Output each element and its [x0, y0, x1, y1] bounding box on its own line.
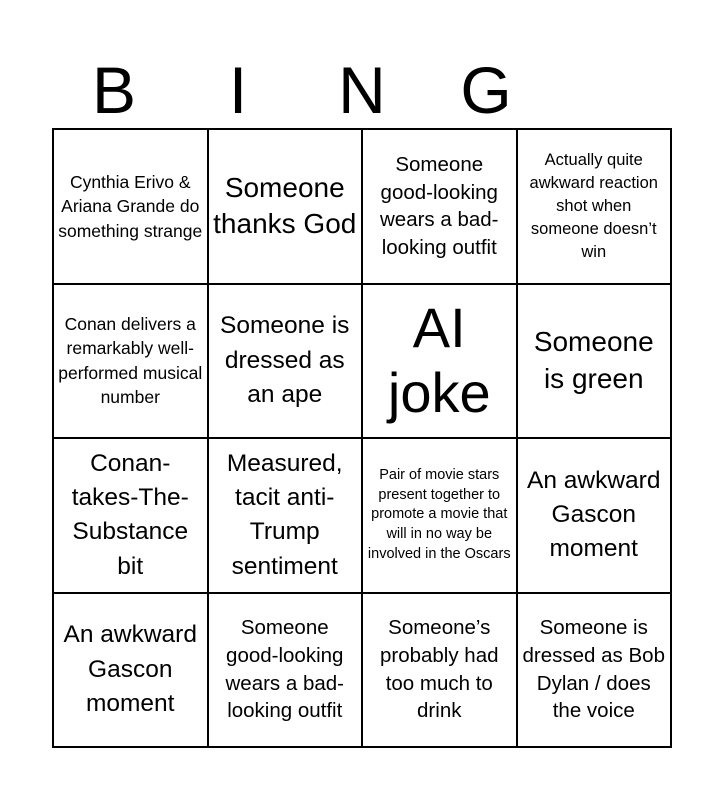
header-letter-i: I: [228, 53, 248, 127]
header-letter-b: B: [91, 53, 137, 127]
bingo-cell-r4c4[interactable]: [517, 593, 672, 748]
bingo-cell-r3c4[interactable]: [517, 438, 672, 593]
bingo-cell-r4c1[interactable]: [53, 593, 208, 748]
bingo-cell-r1c1[interactable]: [53, 129, 208, 284]
bingo-cell-text: Conan delivers a remarkably well-performed musical number: [58, 313, 203, 408]
header-letter-n: N: [338, 53, 386, 127]
bingo-cell-r2c2[interactable]: [208, 284, 363, 439]
bingo-cell-r1c4[interactable]: [517, 129, 672, 284]
bingo-cell-text: An awkward Gascon moment: [63, 621, 197, 717]
bingo-cell-text: An awkward Gascon moment: [527, 466, 661, 563]
bingo-cell-r2c1[interactable]: [53, 284, 208, 439]
bingo-cell-r1c2[interactable]: [208, 129, 363, 284]
bingo-cell-text: Someone thanks God: [213, 171, 357, 240]
bingo-cell-text: Measured, tacit anti-Trump sentiment: [226, 449, 343, 580]
bingo-cell-text: Someone is dressed as an ape: [220, 312, 350, 408]
bingo-cell-r2c4[interactable]: [517, 284, 672, 439]
bingo-cell-text: Cynthia Erivo & Ariana Grande do something strange: [58, 171, 203, 241]
bingo-cell-text: Someone good-looking wears a bad-looking outfit: [379, 152, 499, 259]
bingo-cell-r2c3[interactable]: [362, 284, 517, 439]
header-letter-g: G: [460, 53, 512, 127]
bingo-cell-text: Someone good-looking wears a bad-looking outfit: [225, 616, 344, 723]
bingo-cell-r3c3[interactable]: [362, 438, 517, 593]
bingo-grid: [52, 128, 672, 748]
bingo-cell-text: Actually quite awkward reaction shot when someone doesn’t win: [529, 150, 658, 261]
bingo-cell-text: Conan-takes-The-Substance bit: [71, 449, 189, 580]
bingo-cell-text: Pair of movie stars present together to promote a movie that will in no way be involved in the Oscars: [367, 467, 511, 562]
bingo-cell-r4c3[interactable]: [362, 593, 517, 748]
bingo-cell-text: Someone is green: [533, 326, 654, 394]
bingo-cell-text: Someone’s probably had too much to drink: [379, 616, 499, 723]
bingo-cell-r4c2[interactable]: [208, 593, 363, 748]
bingo-cell-r3c1[interactable]: [53, 438, 208, 593]
bingo-cell-text: Someone is dressed as Bob Dylan / does the voice: [522, 616, 665, 723]
bingo-cell-text: AI joke: [387, 296, 491, 424]
bingo-cell-r1c3[interactable]: [362, 129, 517, 284]
bingo-cell-r3c2[interactable]: [208, 438, 363, 593]
bingo-header: [52, 52, 672, 128]
